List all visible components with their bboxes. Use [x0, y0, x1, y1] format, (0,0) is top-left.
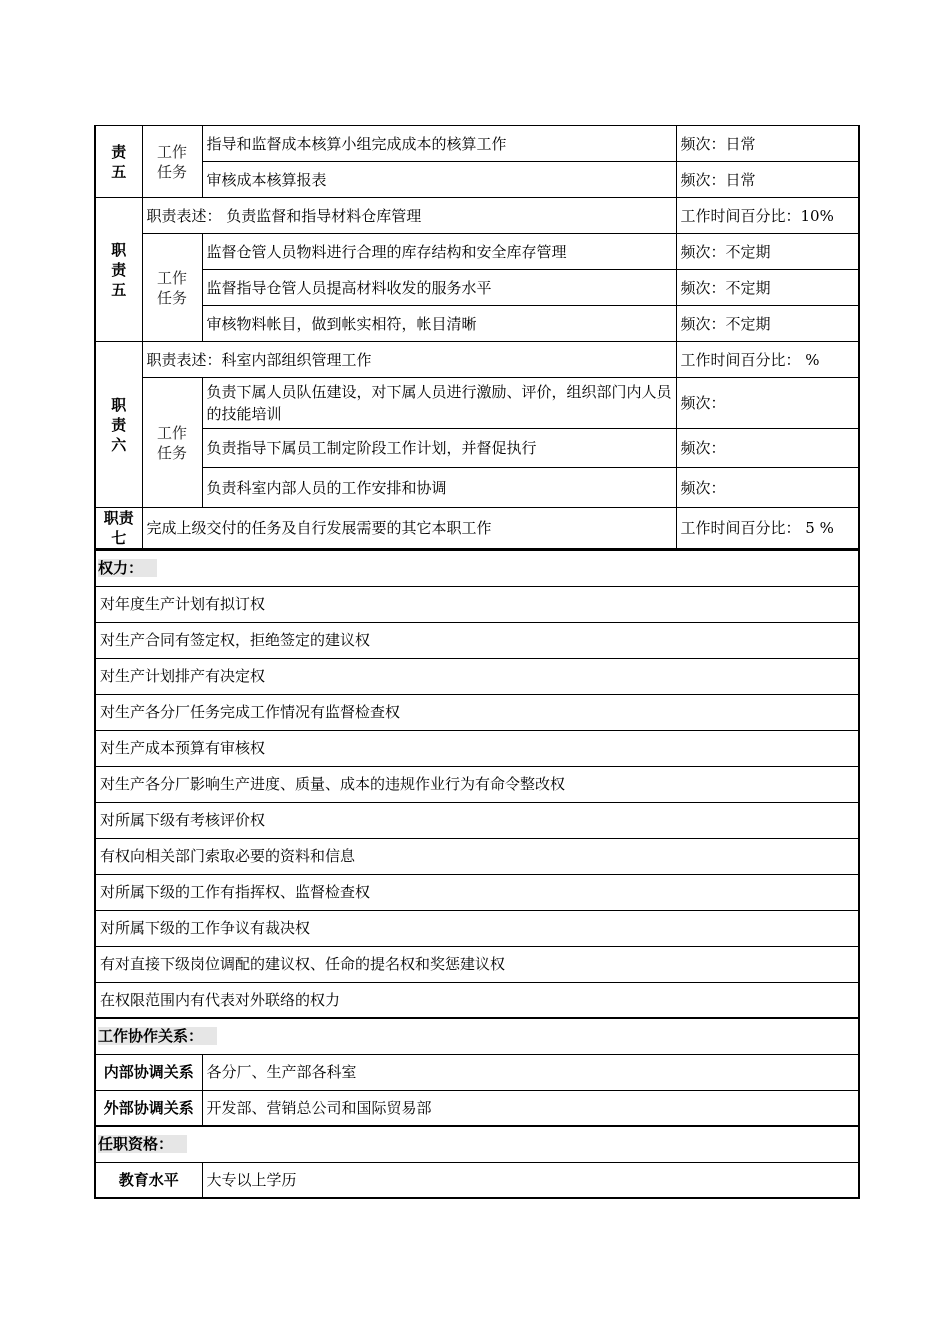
power-item-5: 对生产成本预算有审核权 — [95, 730, 859, 766]
duty6-desc-row — [95, 342, 859, 378]
duty5b-task-label: 工作 任务 — [142, 234, 202, 342]
duty6-label: 职 责 六 — [95, 342, 142, 508]
power-item-3: 对生产计划排产有决定权 — [95, 658, 859, 694]
internal-relation-row — [95, 1054, 859, 1090]
powers-table — [94, 549, 860, 1199]
education-value: 大专以上学历 — [202, 1162, 859, 1198]
external-relation-row — [95, 1090, 859, 1126]
duty5b-freq-1: 频次：不定期 — [676, 234, 859, 270]
power-row — [95, 658, 859, 694]
duty5b-label: 职 责 五 — [95, 198, 142, 342]
power-item-6: 对生产各分厂影响生产进度、质量、成本的违规作业行为有命令整改权 — [95, 766, 859, 802]
qualifications-title-row — [95, 1126, 859, 1162]
duty5b-row-3 — [95, 306, 859, 342]
power-row — [95, 982, 859, 1018]
power-row — [95, 766, 859, 802]
powers-title-row — [95, 550, 859, 586]
duty6-row-2 — [95, 429, 859, 468]
duty6-row-3 — [95, 468, 859, 508]
duty6-task-label: 工作 任务 — [142, 378, 202, 508]
education-row — [95, 1162, 859, 1198]
duty5b-desc-row — [95, 198, 859, 234]
duty7-pct: 工作时间百分比： 5 % — [676, 508, 859, 549]
external-relation-value: 开发部、营销总公司和国际贸易部 — [202, 1090, 859, 1126]
duty5b-freq-3: 频次：不定期 — [676, 306, 859, 342]
power-row — [95, 946, 859, 982]
duty5a-task-1: 指导和监督成本核算小组完成成本的核算工作 — [202, 126, 676, 162]
qualifications-title-text: 任职资格： — [98, 1135, 187, 1153]
duty7-desc: 完成上级交付的任务及自行发展需要的其它本职工作 — [142, 508, 676, 549]
duty6-task-3: 负责科室内部人员的工作安排和协调 — [202, 468, 676, 508]
power-item-8: 有权向相关部门索取必要的资料和信息 — [95, 838, 859, 874]
duty5a-freq-1: 频次：日常 — [676, 126, 859, 162]
power-item-9: 对所属下级的工作有指挥权、监督检查权 — [95, 874, 859, 910]
duties-table — [94, 125, 860, 549]
power-item-2: 对生产合同有签定权，拒绝签定的建议权 — [95, 622, 859, 658]
duty6-pct: 工作时间百分比： % — [676, 342, 859, 378]
duty7-row — [95, 508, 859, 549]
powers-title-text: 权力： — [98, 559, 157, 577]
internal-relation-value: 各分厂、生产部各科室 — [202, 1054, 859, 1090]
relations-title-row — [95, 1018, 859, 1054]
power-row — [95, 622, 859, 658]
education-label: 教育水平 — [95, 1162, 202, 1198]
duty5b-row-1 — [95, 234, 859, 270]
power-row — [95, 838, 859, 874]
duty6-row-1 — [95, 378, 859, 429]
duty5b-row-2 — [95, 270, 859, 306]
job-description-document — [94, 125, 858, 1199]
duty5a-row-1 — [95, 126, 859, 162]
qualifications-title — [95, 1126, 859, 1162]
powers-title — [95, 550, 859, 586]
duty6-freq-2: 频次： — [676, 429, 859, 468]
duty6-freq-3: 频次： — [676, 468, 859, 508]
duty5b-pct: 工作时间百分比：10% — [676, 198, 859, 234]
duty5a-task-label: 工作 任务 — [142, 126, 202, 198]
relations-title-text: 工作协作关系： — [98, 1027, 217, 1045]
power-row — [95, 730, 859, 766]
duty5a-task-2: 审核成本核算报表 — [202, 162, 676, 198]
power-row — [95, 874, 859, 910]
duty6-desc: 职责表述：科室内部组织管理工作 — [142, 342, 676, 378]
duty5b-freq-2: 频次：不定期 — [676, 270, 859, 306]
duty7-label: 职责 七 — [95, 508, 142, 549]
duty6-freq-1: 频次： — [676, 378, 859, 429]
power-row — [95, 586, 859, 622]
duty5b-task-1: 监督仓管人员物料进行合理的库存结构和安全库存管理 — [202, 234, 676, 270]
power-item-11: 有对直接下级岗位调配的建议权、任命的提名权和奖惩建议权 — [95, 946, 859, 982]
internal-relation-label: 内部协调关系 — [95, 1054, 202, 1090]
duty5b-task-2: 监督指导仓管人员提高材料收发的服务水平 — [202, 270, 676, 306]
duty5b-task-3: 审核物料帐目，做到帐实相符，帐目清晰 — [202, 306, 676, 342]
power-item-10: 对所属下级的工作争议有裁决权 — [95, 910, 859, 946]
power-item-1: 对年度生产计划有拟订权 — [95, 586, 859, 622]
duty5a-freq-2: 频次：日常 — [676, 162, 859, 198]
external-relation-label: 外部协调关系 — [95, 1090, 202, 1126]
power-item-4: 对生产各分厂任务完成工作情况有监督检查权 — [95, 694, 859, 730]
power-row — [95, 694, 859, 730]
duty6-task-1: 负责下属人员队伍建设，对下属人员进行激励、评价，组织部门内人员的技能培训 — [202, 378, 676, 429]
power-item-12: 在权限范围内有代表对外联络的权力 — [95, 982, 859, 1018]
duty6-task-2: 负责指导下属员工制定阶段工作计划，并督促执行 — [202, 429, 676, 468]
duty5b-desc: 职责表述： 负责监督和指导材料仓库管理 — [142, 198, 676, 234]
power-item-7: 对所属下级有考核评价权 — [95, 802, 859, 838]
duty5a-row-2 — [95, 162, 859, 198]
relations-title — [95, 1018, 859, 1054]
duty5a-label: 责 五 — [95, 126, 142, 198]
power-row — [95, 802, 859, 838]
power-row — [95, 910, 859, 946]
